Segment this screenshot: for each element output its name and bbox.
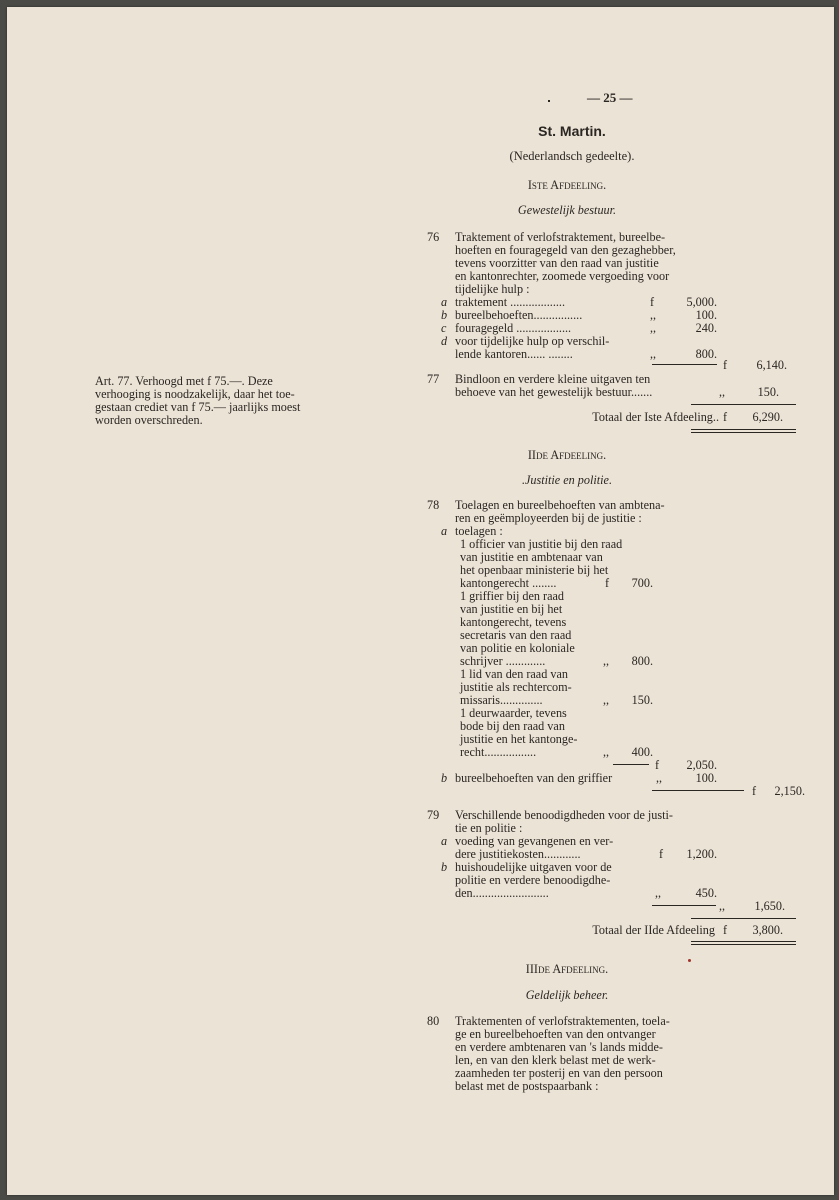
sub-item-line: recht.................	[460, 745, 537, 759]
article-80-number: 80	[427, 1014, 440, 1028]
item-value: 100.	[695, 771, 717, 785]
subtotal-rule	[652, 905, 716, 906]
item-letter: a	[441, 524, 448, 538]
section-1-total-value: 6,290.	[752, 410, 783, 424]
article-78-line: Toelagen en bureelbehoeften van ambtena-	[455, 498, 665, 512]
item-currency: ,,	[650, 347, 657, 361]
sub-item-line: van justitie en ambtenaar van	[460, 550, 603, 564]
article-77-currency: ,,	[719, 385, 726, 399]
article-76-line: Traktement of verlofstraktement, bureelbe-	[455, 230, 666, 244]
article-77-line: behoeve van het gewestelijk bestuur.......	[455, 385, 653, 399]
item-text: toelagen :	[455, 524, 503, 538]
item-text: huishoudelijke uitgaven voor de	[455, 860, 612, 874]
item-letter: b	[441, 308, 448, 322]
sub-item-currency: ,,	[603, 745, 610, 759]
article-78-line: ren en geëmployeerden bij de justitie :	[455, 511, 642, 525]
item-text: bureelbehoeften................	[455, 308, 583, 322]
double-rule	[691, 429, 796, 433]
sub-item-line: justitie en het kantonge-	[460, 732, 578, 746]
subtotal-rule	[613, 764, 649, 765]
article-80-line: Traktementen of verlofstraktementen, toela-	[455, 1014, 670, 1028]
section-1-subtitle: Gewestelijk bestuur.	[517, 203, 617, 217]
item-value: 100.	[695, 308, 717, 322]
item-text: voor tijdelijke hulp op verschil-	[455, 334, 610, 348]
item-text: fouragegeld ..................	[455, 321, 572, 335]
section-2-subtitle: .Justitie en politie.	[521, 473, 613, 487]
sub-item-line: het openbaar ministerie bij het	[460, 563, 609, 577]
sub-item-line: schrijver .............	[460, 654, 546, 668]
section-3-label: IIIde Afdeeling.	[525, 962, 609, 976]
article-78-number: 78	[427, 498, 440, 512]
side-note-line: verhooging is noodzakelijk, daar het toe-	[95, 387, 295, 401]
section-3-subtitle: Geldelijk beheer.	[525, 988, 609, 1002]
sub-item-currency: ,,	[603, 693, 610, 707]
item-text: lende kantoren...... ........	[455, 347, 573, 361]
item-value: 450.	[695, 886, 717, 900]
item-currency: ,,	[650, 308, 657, 322]
sub-item-line: 1 deurwaarder, tevens	[460, 706, 567, 720]
item-text: bureelbehoeften van den griffier	[455, 771, 613, 785]
section-2-total-currency: f	[723, 923, 728, 937]
ink-dot	[548, 100, 550, 102]
sub-item-line: van politie en koloniale	[460, 641, 575, 655]
sub-item-line: justitie als rechtercom-	[460, 680, 572, 694]
sub-item-value: 700.	[631, 576, 653, 590]
side-note-line: Art. 77. Verhoogd met f 75.—. Deze	[95, 374, 273, 388]
article-79-line: Verschillende benoodigdheden voor de justi-	[455, 808, 673, 822]
item-value: 240.	[695, 321, 717, 335]
item-currency: ,,	[650, 321, 657, 335]
section-1-total-label: Totaal der Iste Afdeeling..	[592, 410, 719, 424]
sub-item-currency: ,,	[603, 654, 610, 668]
section-2-label: IIde Afdeeling.	[527, 448, 607, 462]
article-77-line: Bindloon en verdere kleine uitgaven ten	[455, 372, 651, 386]
section-1-label: Iste Afdeeling.	[527, 178, 607, 192]
sub-item-line: secretaris van den raad	[460, 628, 572, 642]
section-2-total-label: Totaal der IIde Afdeeling	[592, 923, 715, 937]
article-79-line: tie en politie :	[455, 821, 523, 835]
article-79-total-value: 1,650.	[754, 899, 785, 913]
item-text: dere justitiekosten............	[455, 847, 581, 861]
sub-item-line: missaris..............	[460, 693, 543, 707]
article-78-total-currency: f	[752, 784, 757, 798]
sub-item-line: 1 lid van den raad van	[460, 667, 568, 681]
item-letter: a	[441, 295, 448, 309]
double-rule	[691, 941, 796, 945]
sub-item-line: 1 griffier bij den raad	[460, 589, 565, 603]
side-note-line: worden overschreden.	[95, 413, 203, 427]
article-80-line: ge en bureelbehoeften van den ontvanger	[455, 1027, 656, 1041]
item-letter: d	[441, 334, 448, 348]
article-77-number: 77	[427, 372, 440, 386]
section-1-total-currency: f	[723, 410, 728, 424]
page-number: — 25 —	[587, 90, 633, 105]
item-currency: f	[659, 847, 664, 861]
subtotal-rule	[652, 364, 717, 365]
item-currency: ,,	[655, 886, 662, 900]
subtotal-currency: f	[655, 758, 660, 772]
article-80-line: zaamheden ter posterij en van den persoon	[455, 1066, 663, 1080]
article-77-value: 150.	[757, 385, 779, 399]
article-76-line: en kantonrechter, zoomede vergoeding voor	[455, 269, 670, 283]
article-76-number: 76	[427, 230, 440, 244]
sub-item-value: 150.	[631, 693, 653, 707]
article-80-line: len, en van den klerk belast met de werk-	[455, 1053, 656, 1067]
red-ink-dot	[688, 959, 691, 962]
article-76-line: hoeften en fouragegeld van den gezaghebber,	[455, 243, 676, 257]
total-rule	[691, 404, 796, 405]
sub-item-line: van justitie en bij het	[460, 602, 563, 616]
article-79-number: 79	[427, 808, 440, 822]
total-rule	[691, 918, 796, 919]
article-76-line: tevens voorzitter van den raad van justitie	[455, 256, 659, 270]
sub-item-value: 800.	[631, 654, 653, 668]
side-note-line: gestaan crediet van f 75.— jaarlijks moest	[95, 400, 301, 414]
page-title: St. Martin.	[538, 123, 606, 139]
article-79-total-currency: ,,	[719, 899, 726, 913]
section-2-total-value: 3,800.	[752, 923, 783, 937]
page-subtitle: (Nederlandsch gedeelte).	[509, 149, 635, 163]
item-letter: b	[441, 860, 448, 874]
item-currency: f	[650, 295, 655, 309]
subtotal-rule	[652, 790, 744, 791]
sub-item-value: 400.	[631, 745, 653, 759]
subtotal-value: 6,140.	[756, 358, 787, 372]
article-78-total-value: 2,150.	[774, 784, 805, 798]
item-letter: a	[441, 834, 448, 848]
item-currency: ,,	[656, 771, 663, 785]
item-value: 5,000.	[686, 295, 717, 309]
item-text: den.........................	[455, 886, 549, 900]
subtotal-value: 2,050.	[686, 758, 717, 772]
sub-item-line: bode bij den raad van	[460, 719, 565, 733]
item-letter: c	[441, 321, 447, 335]
article-76-line: tijdelijke hulp :	[455, 282, 530, 296]
sub-item-line: 1 officier van justitie bij den raad	[460, 537, 623, 551]
item-value: 1,200.	[686, 847, 717, 861]
sub-item-line: kantongerecht, tevens	[460, 615, 567, 629]
item-value: 800.	[695, 347, 717, 361]
sub-item-line: kantongerecht ........	[460, 576, 557, 590]
sub-item-currency: f	[605, 576, 610, 590]
subtotal-currency: f	[723, 358, 728, 372]
document-page	[7, 7, 834, 1195]
item-text: politie en verdere benoodigdhe-	[455, 873, 611, 887]
item-letter: b	[441, 771, 448, 785]
item-text: voeding van gevangenen en ver-	[455, 834, 614, 848]
item-text: traktement ..................	[455, 295, 566, 309]
article-80-line: en verdere ambtenaren van 's lands midde-	[455, 1040, 663, 1054]
article-80-line: belast met de postspaarbank :	[455, 1079, 599, 1093]
